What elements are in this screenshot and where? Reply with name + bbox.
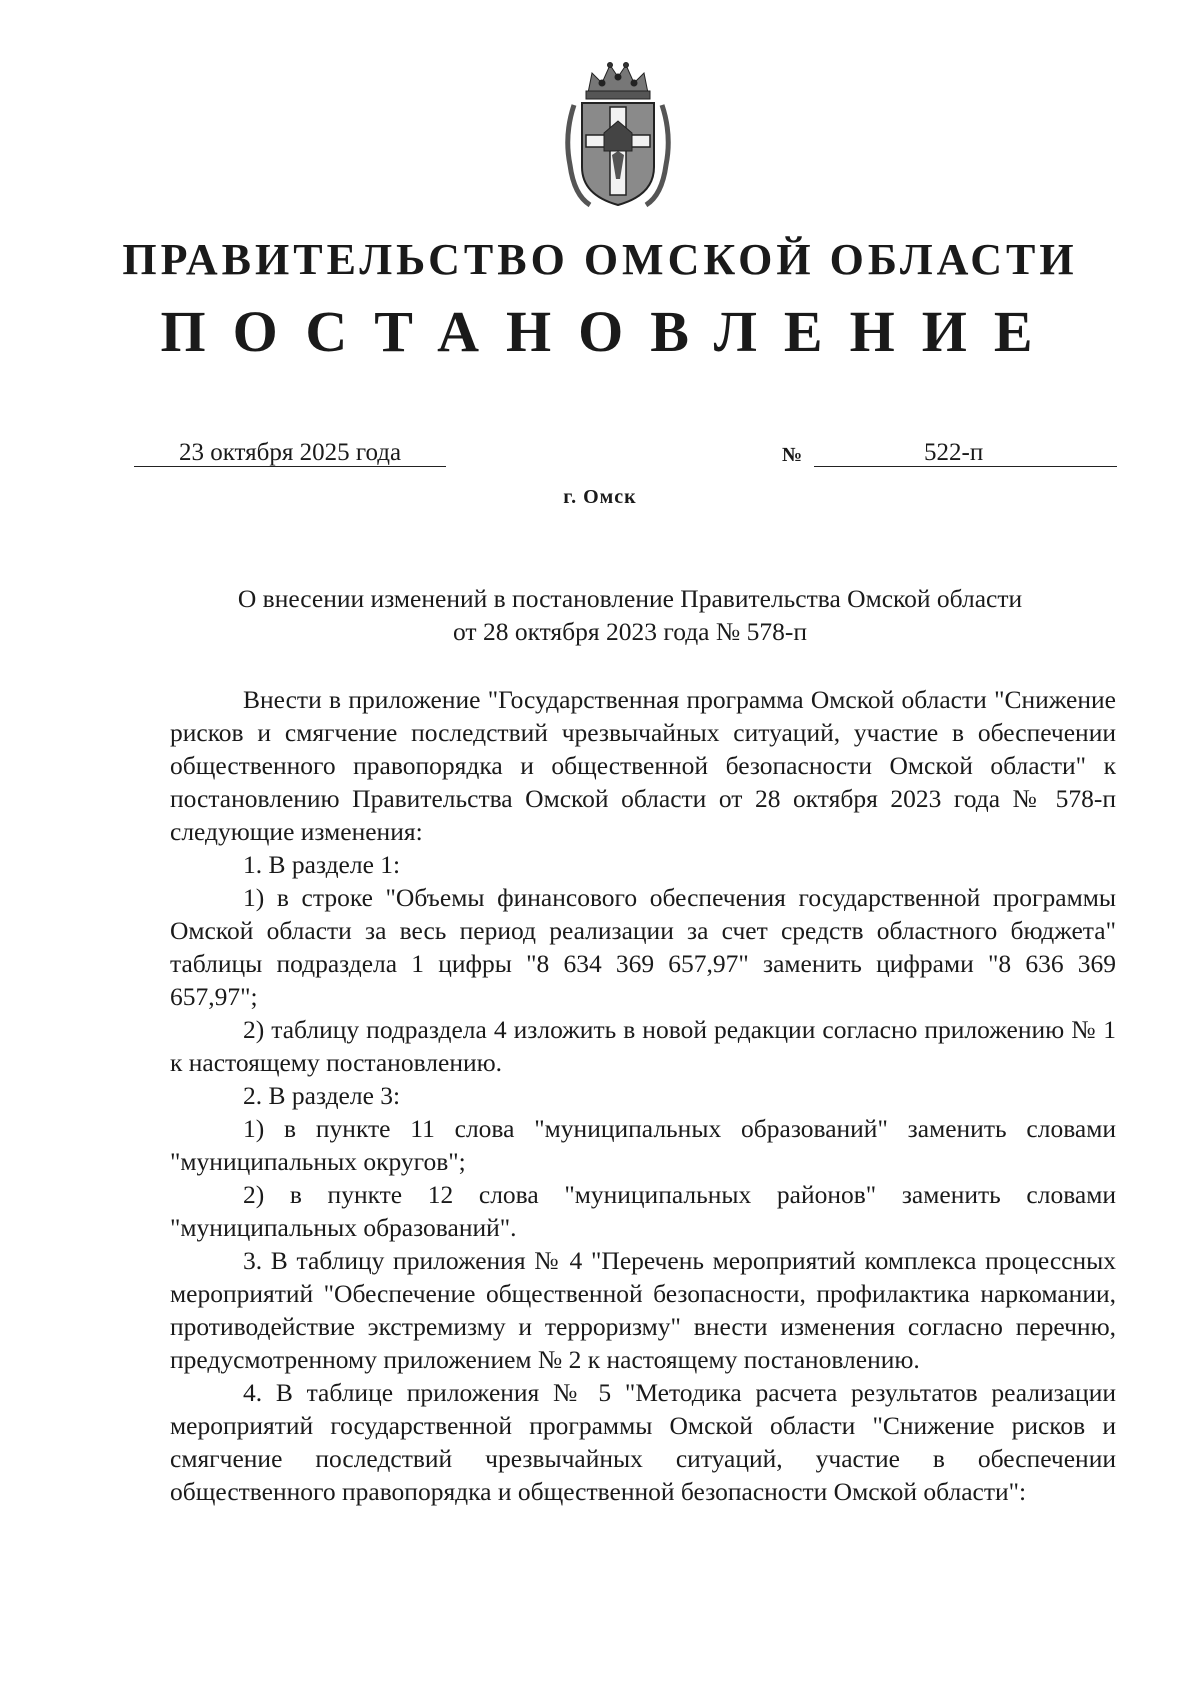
document-type-title: ПОСТАНОВЛЕНИЕ <box>160 299 1060 364</box>
body-paragraph: 1) в строке "Объемы финансового обеспечения государственной программы Омской области за весь период реализации за счет средств областного бюджета" таблицы подраздела 1 цифры "8 634 369 657,97" заменить цифрами "8 636 369 657,97"; <box>170 883 1116 1011</box>
body-paragraph: 4. В таблице приложения № 5 "Методика расчета результатов реализации мероприятий государственной программы Омской области "Снижение рисков и смягчение последствий чрезвычайных ситуаций, участие в обеспечении общественного правопорядка и общественной безопасности Омской области": <box>170 1378 1116 1506</box>
government-title: ПРАВИТЕЛЬСТВО ОМСКОЙ ОБЛАСТИ <box>122 235 1078 284</box>
document-number-field <box>814 440 1117 467</box>
body-paragraph: 1) в пункте 11 слова "муниципальных образований" заменить словами "муниципальных округов"; <box>170 1114 1116 1176</box>
document-date: 23 октября 2025 года <box>134 440 446 467</box>
document-number: 522-п <box>924 439 984 466</box>
document-subject <box>180 582 1080 648</box>
omsk-coat-of-arms-icon <box>560 55 676 210</box>
city-label: г. Омск <box>563 486 637 508</box>
subject-line-2: от 28 октября 2023 года № 578-п <box>453 617 807 646</box>
body-paragraph: 2. В разделе 3: <box>243 1081 401 1110</box>
document-body <box>170 683 1116 1508</box>
body-paragraph: 2) таблицу подраздела 4 изложить в новой редакции согласно приложению № 1 к настоящему постановлению. <box>170 1015 1116 1077</box>
subject-line-1: О внесении изменений в постановление Правительства Омской области <box>237 584 1023 613</box>
body-paragraph: 1. В разделе 1: <box>243 850 401 879</box>
body-paragraph: 2) в пункте 12 слова "муниципальных районов" заменить словами "муниципальных образований". <box>170 1180 1116 1242</box>
number-sign: № <box>782 444 803 466</box>
body-paragraph: Внести в приложение "Государственная программа Омской области "Снижение рисков и смягчение последствий чрезвычайных ситуаций, участие в обеспечении общественного правопорядка и общественной безопасности Омской области" к постановлению Правительства Омской области от 28 октября 2023 года № 578-п следующие изменения: <box>170 685 1116 846</box>
body-paragraph: 3. В таблицу приложения № 4 "Перечень мероприятий комплекса процессных мероприятий "Обеспечение общественной безопасности, профилактика наркомании, противодействие экстремизму и терроризму" внести изменения согласно перечню, предусмотренному приложением № 2 к настоящему постановлению. <box>170 1246 1116 1374</box>
